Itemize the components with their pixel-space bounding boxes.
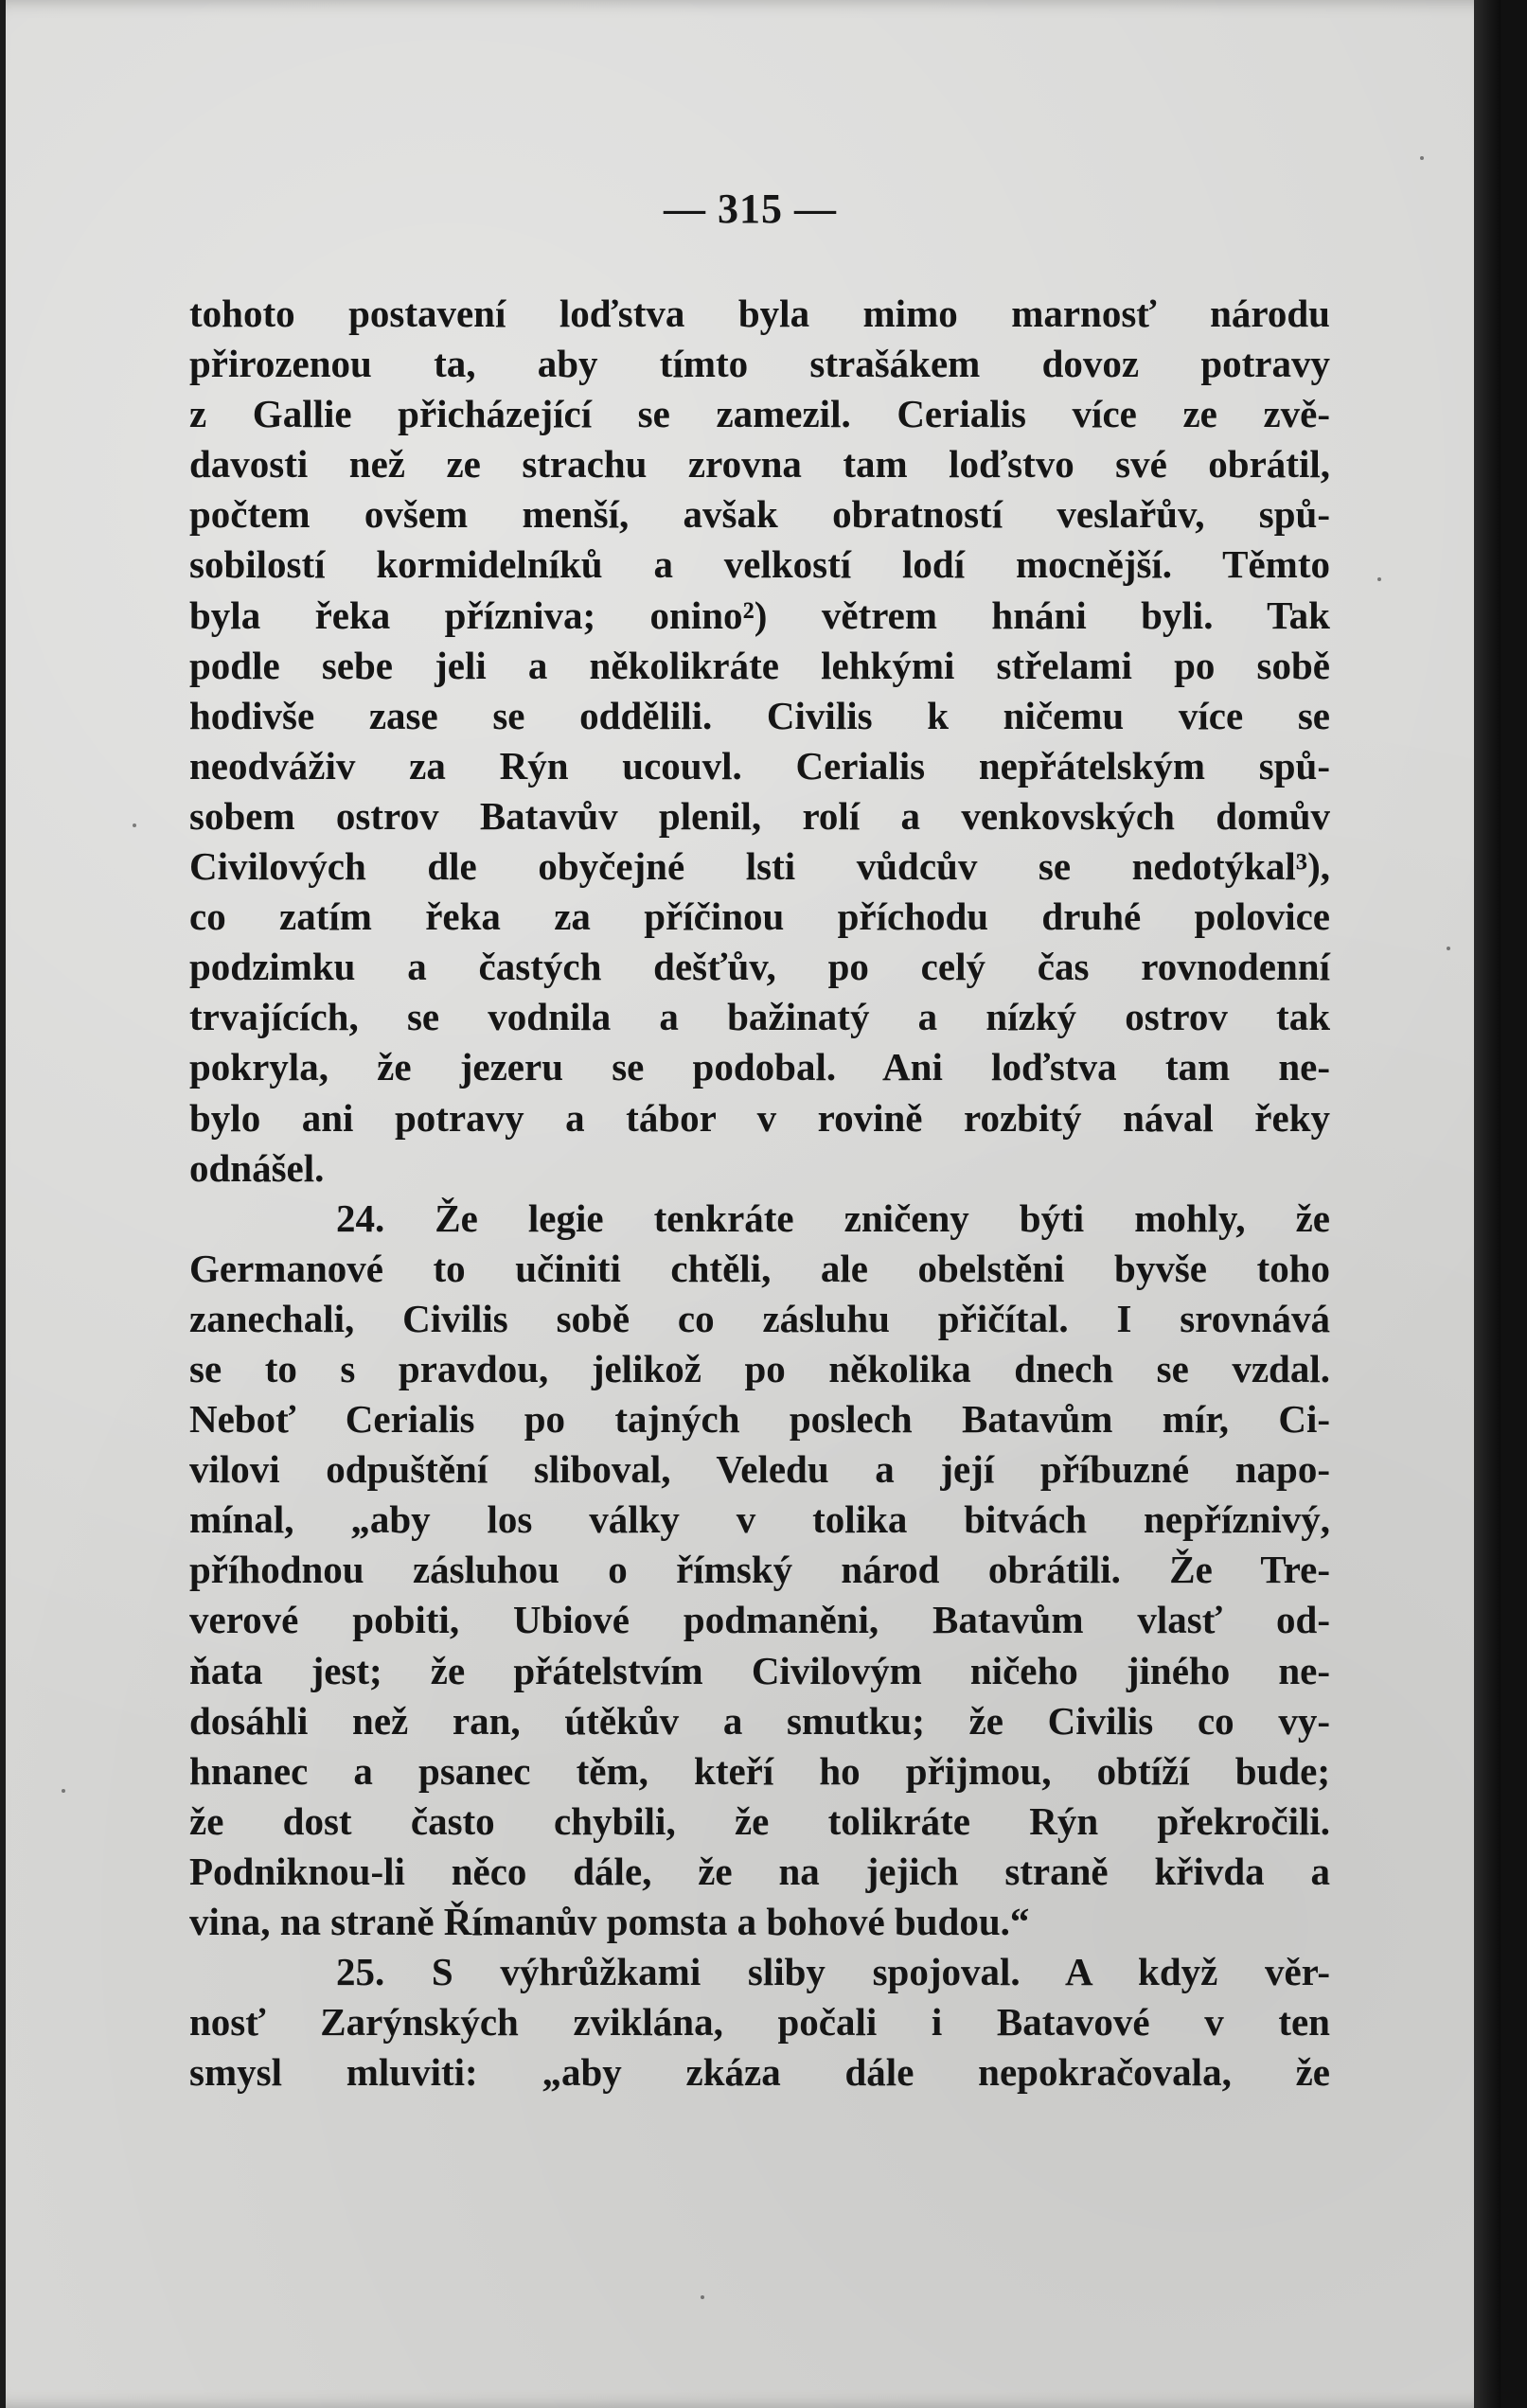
text-line: počtem ovšem menší, avšak obratností veslařův, spů- — [189, 492, 1330, 537]
paper-speck — [133, 823, 136, 827]
text-line: podzimku a častých dešťův, po celý čas rovnodenní — [189, 945, 1330, 989]
text-line: verové pobiti, Ubiové podmaněni, Batavům vlasť od- — [189, 1598, 1330, 1642]
text-line: tohoto postavení loďstva byla mimo marnosť národu — [189, 292, 1330, 335]
page-number: — 315 — — [664, 186, 837, 232]
text-line: sobilostí kormidelníků a velkostí lodí mocnější. Těmto — [189, 542, 1330, 587]
text-line: Civilových dle obyčejné lsti vůdcův se nedotýkal³), — [189, 844, 1330, 889]
text-line: dosáhli než ran, útěkův a smutku; že Civilis co vy- — [189, 1698, 1330, 1743]
text-line: z Gallie přicházející se zamezil. Cerialis více ze zvě- — [189, 392, 1330, 436]
text-line: 25. S výhrůžkami sliby spojoval. A když věr- — [336, 1950, 1330, 1994]
text-line: zanechali, Civilis sobě co zásluhu přičítal. I srovnává — [189, 1296, 1330, 1340]
paper-speck — [701, 2295, 704, 2299]
page-left-edge — [0, 0, 6, 2408]
paper-speck — [62, 1789, 65, 1793]
text-line: sobem ostrov Batavův plenil, rolí a venkovských domův — [189, 793, 1330, 838]
text-line: davosti než ze strachu zrovna tam loďstvo své obrátil, — [189, 442, 1330, 487]
text-line: příhodnou zásluhou o římský národ obrátili. Že Tre- — [189, 1548, 1330, 1592]
text-line: ňata jest; že přátelstvím Civilovým ničeho jiného ne- — [189, 1648, 1330, 1692]
text-line: co zatím řeka za příčinou příchodu druhé polovice — [189, 894, 1330, 939]
text-line: pokryla, že jezeru se podobal. Ani loďstva tam ne- — [189, 1045, 1330, 1089]
text-line: se to s pravdou, jelikož po několika dnech se vzdal. — [189, 1346, 1330, 1390]
text-line: 24. Že legie tenkráte zničeny býti mohly, že — [336, 1195, 1330, 1240]
text-line: byla řeka přízniva; onino²) větrem hnáni byli. Tak — [189, 593, 1330, 637]
text-line: nosť Zarýnských zviklána, počali i Batavové v ten — [189, 2000, 1330, 2045]
text-line: hnanec a psanec těm, kteří ho přijmou, obtíží bude; — [189, 1748, 1330, 1793]
body-text — [189, 289, 1330, 2098]
text-line: Germanové to učiniti chtěli, ale obelstěni byvše toho — [189, 1246, 1330, 1290]
paper-speck — [1447, 947, 1450, 950]
text-line: hodivše zase se oddělili. Civilis k ničemu více se — [189, 693, 1330, 737]
text-line: přirozenou ta, aby tímto strašákem dovoz potravy — [189, 342, 1330, 386]
text-line: že dost často chybili, že tolikráte Rýn překročili. — [189, 1798, 1330, 1843]
paper-speck — [1377, 577, 1381, 581]
page-right-edge — [1474, 0, 1500, 2408]
text-line: Neboť Cerialis po tajných poslech Batavům mír, Ci- — [189, 1397, 1330, 1442]
text-line: vina, na straně Římanův pomsta a bohové budou.“ — [189, 1900, 1030, 1943]
text-line: smysl mluviti: „aby zkáza dále nepokračovala, že — [189, 2050, 1330, 2095]
text-line: podle sebe jeli a několikráte lehkými střelami po sobě — [189, 643, 1330, 687]
paper-speck — [1420, 156, 1424, 160]
text-line: neodváživ za Rýn ucouvl. Cerialis nepřátelským spů- — [189, 743, 1330, 788]
text-line: Podniknou-li něco dále, že na jejich straně křivda a — [189, 1849, 1330, 1893]
text-line: bylo ani potravy a tábor v rovině rozbitý nával řeky — [189, 1095, 1330, 1140]
text-line: mínal, „aby los války v tolika bitvách nepříznivý, — [189, 1497, 1330, 1542]
text-line: trvajících, se vodnila a bažinatý a nízký ostrov tak — [189, 995, 1330, 1039]
text-line: odnášel. — [189, 1145, 325, 1190]
text-line: vilovi odpuštění sliboval, Veledu a její příbuzné napo- — [189, 1447, 1330, 1492]
